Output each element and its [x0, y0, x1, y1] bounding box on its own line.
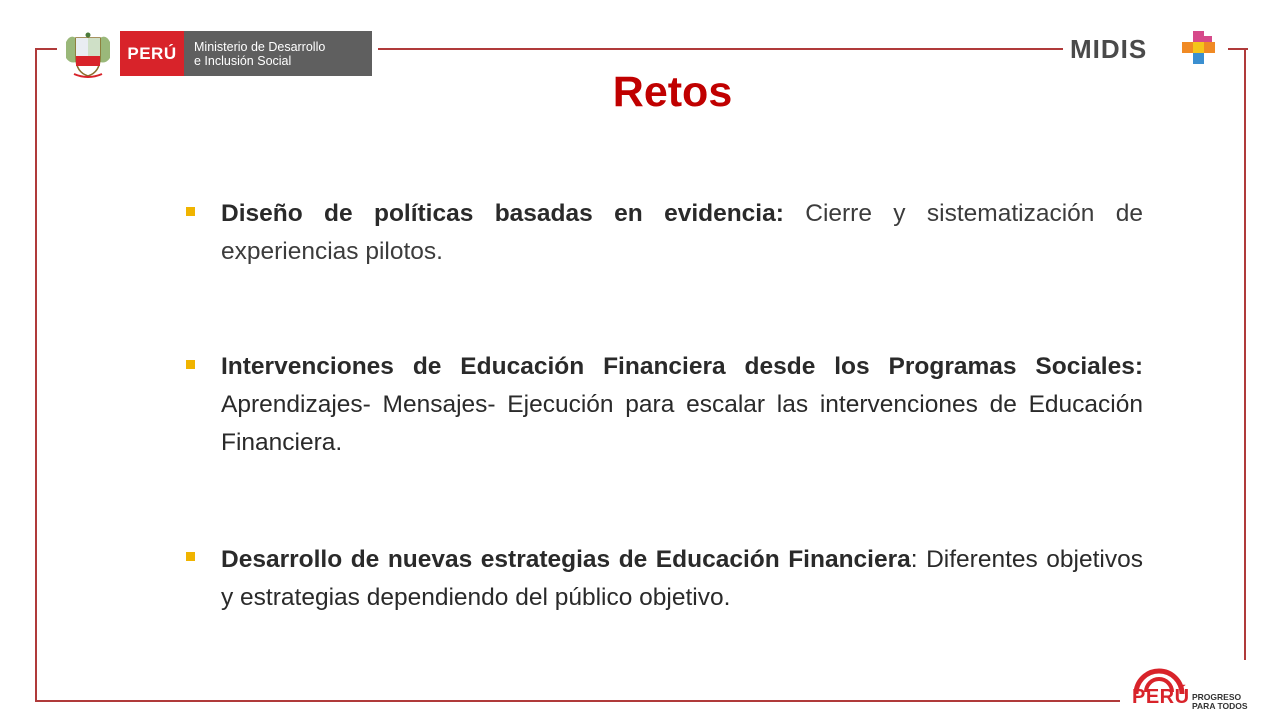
footer-tagline: [1192, 693, 1248, 711]
square-bullet-icon: [186, 552, 195, 561]
footer-tagline-line-2: PARA TODOS: [1192, 701, 1248, 711]
ministry-line-1: Ministerio de Desarrollo: [194, 40, 326, 54]
frame-bottom-line: [35, 700, 1120, 702]
footer-tagline-line-1: PROGRESO: [1192, 692, 1242, 702]
frame-left-line: [35, 48, 37, 702]
peru-progreso-logo: [1124, 662, 1280, 720]
square-bullet-icon: [186, 360, 195, 369]
frame-top-left-line: [35, 48, 57, 50]
bullet-3-text: : Diferentes objetivos y estrategias dependiendo del público objetivo.: [221, 546, 1143, 611]
ministry-line-2: e Inclusión Social: [194, 54, 292, 68]
frame-right-line: [1244, 48, 1246, 660]
peru-brand-label: PERÚ: [127, 43, 177, 63]
bullet-item-1: [221, 195, 1143, 271]
slide-title: Retos: [612, 68, 733, 116]
midis-label: MIDIS: [1070, 34, 1148, 64]
square-bullet-icon: [186, 207, 195, 216]
frame-top-middle-line: [378, 48, 1063, 50]
bullet-3-heading: Desarrollo de nuevas estrategias de Educación Financiera: [221, 546, 911, 573]
midis-squares-icon: [1181, 31, 1223, 65]
bullet-item-3: [221, 541, 1143, 617]
bullet-2-heading: Intervenciones de Educación Financiera desde los Programas Sociales:: [221, 353, 1143, 380]
bullet-1-heading: Diseño de políticas basadas en evidencia:: [221, 200, 784, 227]
bullet-item-2: [221, 348, 1143, 462]
bullet-2-text: Aprendizajes- Mensajes- Ejecución para escalar las intervenciones de Educación Financiera.: [221, 391, 1143, 456]
bullet-1-text: Cierre y sistematización de experiencias pilotos.: [221, 200, 1143, 265]
footer-peru-label: PERÚ: [1132, 686, 1190, 708]
